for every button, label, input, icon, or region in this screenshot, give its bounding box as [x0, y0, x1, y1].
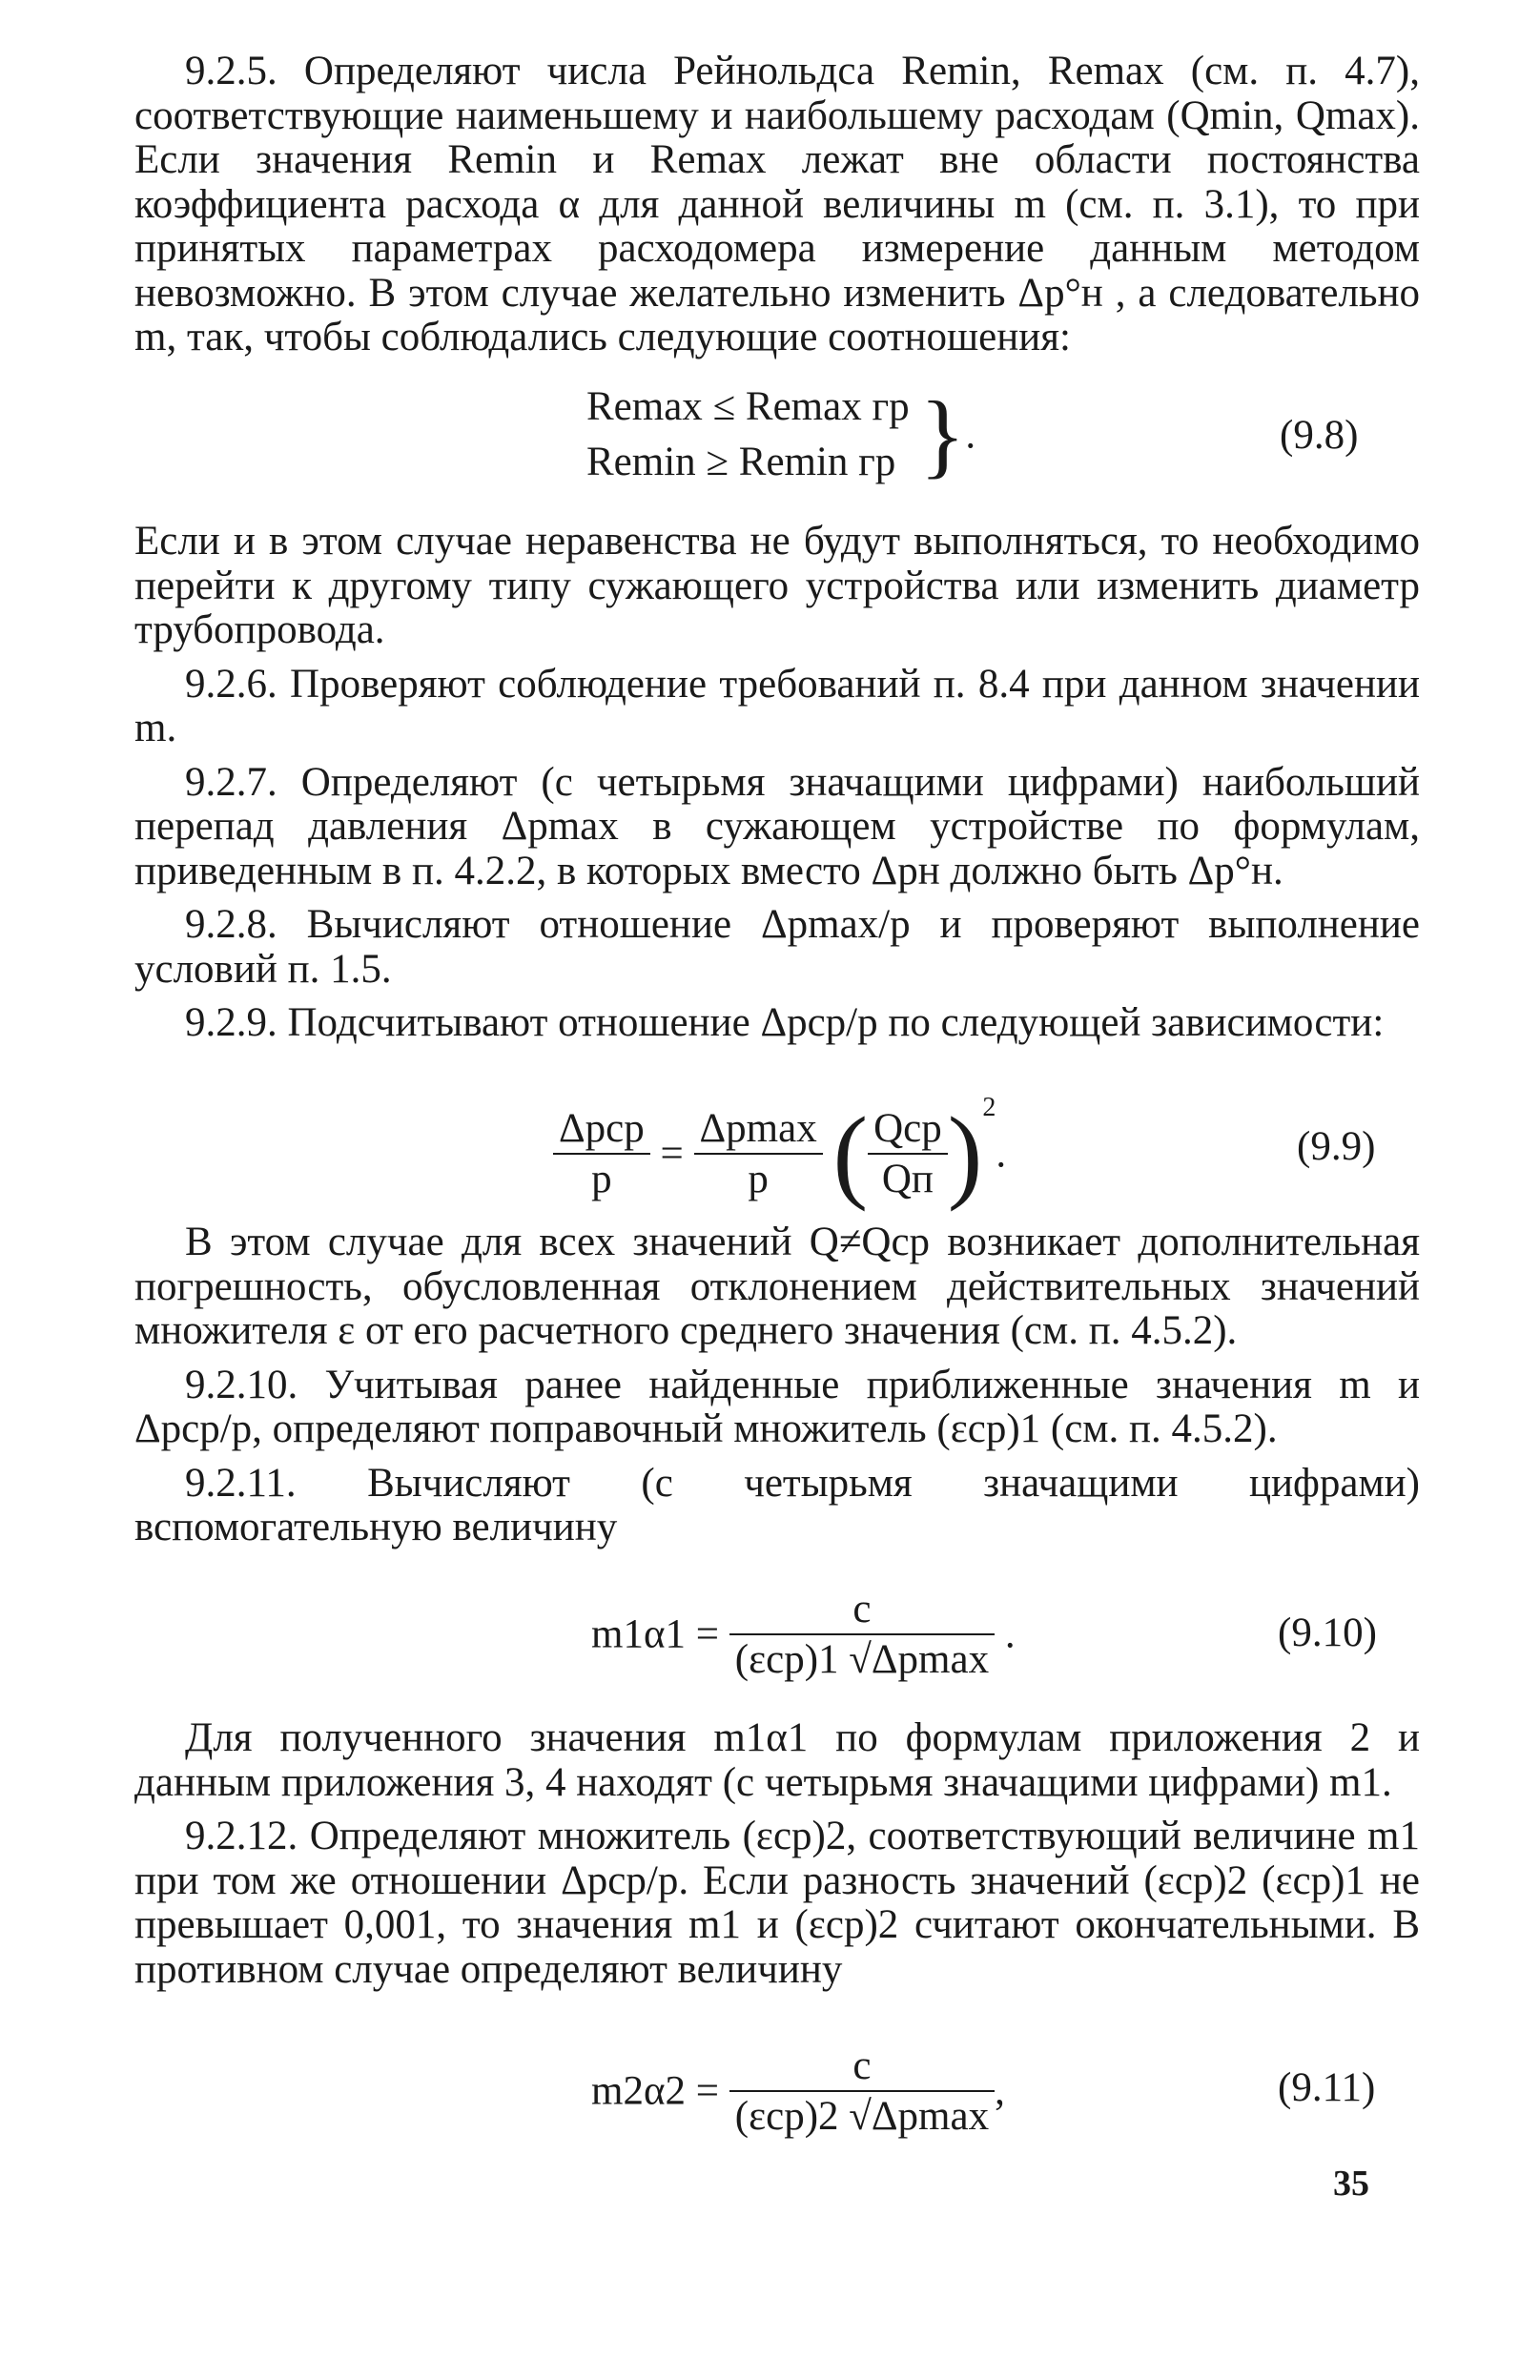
- formula-9-9-rhs-den: p: [694, 1153, 823, 1200]
- text-9-2-5: 9.2.5. Определяют числа Рейнольдса Remin, Remax (см. п. 4.7), соответствующие наименьшему и наибольшему расходам (Qmin, Qmax). Если значения Remin и Remax лежат вне области постоянства коэффициента расхода α для данной величины m (см. п. 3.1), то при принятых параметрах расходомера измерение данным методом невозможно. В этом случае желательно изменить Δp°н , а следовательно m, так, чтобы соблюдались следующие соотношения:: [134, 49, 1420, 359]
- paragraph-9-2-5: [134, 50, 1420, 360]
- text-9-2-7: 9.2.7. Определяют (с четырьмя значащими цифрами) наибольший перепад давления Δpmax в сужающем устройстве по формулам, приведенным в п. 4.2.2, в которых вместо Δpн должно быть Δp°н.: [134, 759, 1420, 893]
- text-9-2-8: 9.2.8. Вычисляют отношение Δpmax/p и проверяют выполнение условий п. 1.5.: [134, 902, 1420, 992]
- formula-9-8-line1: Remax ≤ Remax гр: [586, 384, 910, 429]
- formula-9-11-lhs: m2α2: [591, 2068, 686, 2114]
- formula-9-9-q-num: Qср: [873, 1106, 942, 1152]
- formula-9-11: m2α2 = $\frac{c}{\text{(εср)2 √Δpmax}}$ ,: [591, 2043, 1005, 2139]
- text-appendix: Для полученного значения m1α1 по формулам приложения 2 и данным приложения 3, 4 находят (с четырьмя значащими цифрами) m1.: [134, 1715, 1420, 1805]
- text-additional-error: В этом случае для всех значений Q≠Qср возникает дополнительная погрешность, обусловленная отклонением действительных значений множителя ε от его расчетного среднего значения (см. п. 4.5.2).: [134, 1220, 1420, 1353]
- text-9-2-10: 9.2.10. Учитывая ранее найденные приближенные значения m и Δpср/p, определяют поправочный множитель (εср)1 (см. п. 4.5.2).: [134, 1362, 1420, 1451]
- formula-9-9-exponent: 2: [982, 1093, 996, 1122]
- paragraphs-after-9-10: [134, 1716, 1420, 1992]
- formula-9-11-den: (εср)2 √Δpmax: [729, 2090, 995, 2137]
- formula-9-11-number: (9.11): [1278, 2065, 1376, 2110]
- formula-9-10-den: (εср)1 √Δpmax: [729, 1633, 995, 1680]
- formula-9-9-number: (9.9): [1297, 1124, 1376, 1169]
- formula-9-9: $\frac{\text{Δpср}}{p}$ = $\frac{\Delta pmax}{p}$ ( $\frac{\text{Qср}}{Qп}$ )$^2$.: [553, 1095, 1006, 1206]
- text-9-2-9: 9.2.9. Подсчитывают отношение Δpср/p по следующей зависимости:: [185, 1000, 1385, 1045]
- text-9-2-11: 9.2.11. Вычисляют (с четырьмя значащими цифрами) вспомогательную величину: [134, 1460, 1420, 1549]
- formula-9-9-q-den: Qп: [868, 1153, 948, 1200]
- formula-9-10-lhs: m1α1: [591, 1611, 686, 1657]
- text-9-2-6: 9.2.6. Проверяют соблюдение требований п. 8.4 при данном значении m.: [134, 661, 1420, 750]
- formula-9-10: m1α1 = $\frac{c}{\text{(εср)1 √Δpmax}}$ .: [591, 1587, 1016, 1682]
- formula-9-9-lhs-num: Δpср: [559, 1106, 645, 1152]
- page-number: 35: [1333, 2164, 1369, 2204]
- formula-9-8-brace: }: [919, 381, 966, 487]
- formula-9-9-lhs-den: p: [553, 1153, 650, 1200]
- formula-9-10-num: c: [852, 1587, 872, 1631]
- formula-9-9-rhs-num: Δpmax: [699, 1106, 817, 1152]
- text-9-2-12: 9.2.12. Определяют множитель (εср)2, соответствующий величине m1 при том же отношении Δpср/p. Если разность значений (εср)2 (εср)1 не превышает 0,001, то значения m1 и (εср)2 считают окончательными. В противном случае определяют величину: [134, 1814, 1420, 1992]
- formula-9-8: Remax ≤ Remax гр Remin ≥ Remin гр }.: [586, 380, 975, 490]
- formula-9-8-number: (9.8): [1280, 413, 1359, 458]
- formula-9-11-num: c: [852, 2043, 872, 2088]
- formula-9-10-number: (9.10): [1278, 1611, 1377, 1655]
- paragraphs-after-9-8: [134, 520, 1420, 1046]
- formula-9-8-line2: Remin ≥ Remin гр: [586, 440, 896, 484]
- text-inequality-note: Если и в этом случае неравенства не будут выполняться, то необходимо перейти к другому типу сужающего устройства или изменить диаметр трубопровода.: [134, 519, 1420, 652]
- paragraphs-after-9-9: [134, 1221, 1420, 1550]
